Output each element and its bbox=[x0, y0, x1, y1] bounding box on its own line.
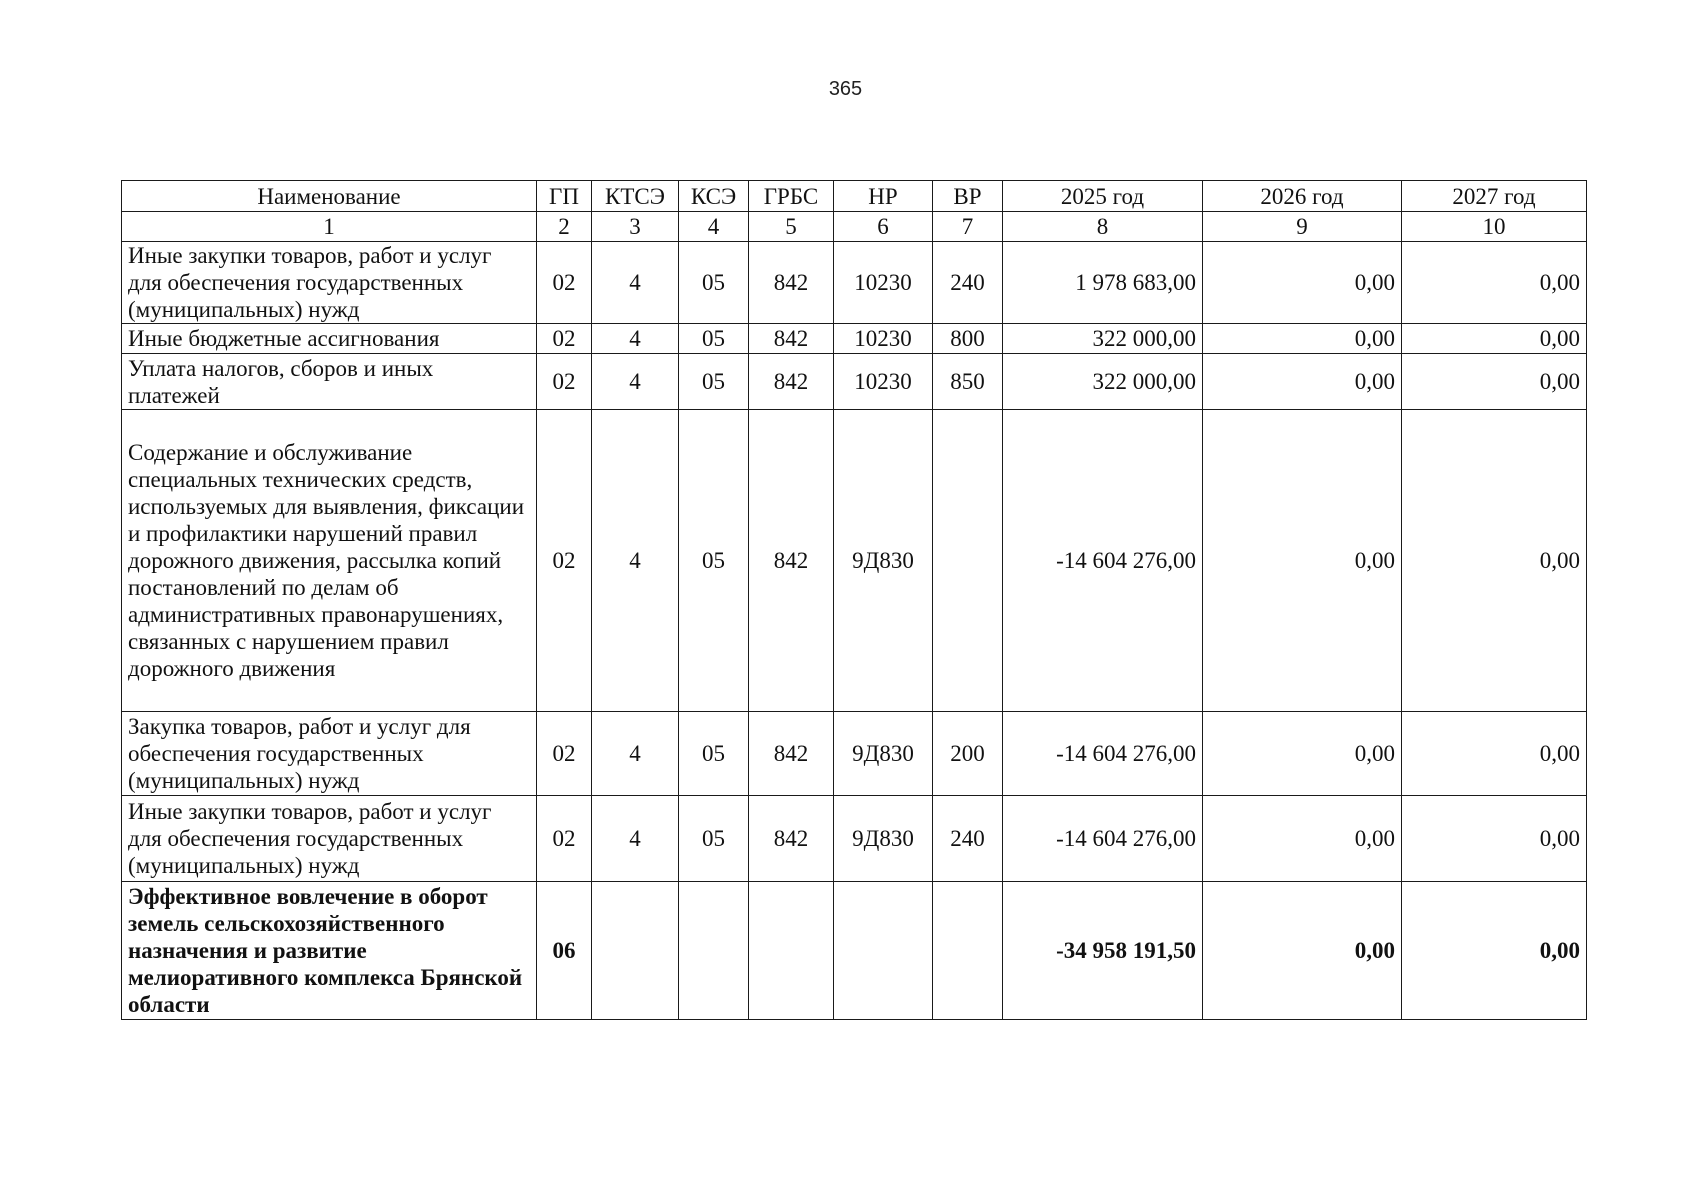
row-kse: 05 bbox=[679, 354, 749, 410]
row-gp: 02 bbox=[537, 354, 592, 410]
row-ktse: 4 bbox=[592, 410, 679, 712]
row-name: Содержание и обслуживание специальных технических средств, используемых для выявления, фиксации и профилактики нарушений правил дорожного движения, рассылка копий постановлений по делам об административных правонарушениях, связанных с нарушением правил дорожного движения bbox=[122, 410, 537, 712]
row-kse: 05 bbox=[679, 410, 749, 712]
row-name: Иные закупки товаров, работ и услуг для обеспечения государственных (муниципальных) нужд bbox=[122, 242, 537, 324]
row-name: Эффективное вовлечение в оборот земель сельскохозяйственного назначения и развитие мелиоративного комплекса Брянской области bbox=[122, 882, 537, 1020]
table-row-section-total bbox=[122, 882, 1587, 1020]
row-gp: 02 bbox=[537, 796, 592, 882]
row-name: Иные закупки товаров, работ и услуг для обеспечения государственных (муниципальных) нужд bbox=[122, 796, 537, 882]
table-row bbox=[122, 354, 1587, 410]
row-gp: 02 bbox=[537, 410, 592, 712]
header-vr: ВР bbox=[933, 181, 1003, 212]
row-grbs: 842 bbox=[749, 324, 834, 354]
row-ktse: 4 bbox=[592, 354, 679, 410]
table-row bbox=[122, 796, 1587, 882]
table-row bbox=[122, 324, 1587, 354]
row-name: Уплата налогов, сборов и иных платежей bbox=[122, 354, 537, 410]
row-nr: 9Д830 bbox=[834, 712, 933, 796]
row-grbs: 842 bbox=[749, 242, 834, 324]
row-kse: 05 bbox=[679, 242, 749, 324]
row-2026: 0,00 bbox=[1203, 354, 1402, 410]
row-ktse: 4 bbox=[592, 712, 679, 796]
header-nr: НР bbox=[834, 181, 933, 212]
page-number: 365 bbox=[828, 78, 863, 100]
row-nr bbox=[834, 882, 933, 1020]
header-2026: 2026 год bbox=[1203, 181, 1402, 212]
table-header-row bbox=[122, 181, 1587, 212]
header-2027: 2027 год bbox=[1402, 181, 1587, 212]
row-2027: 0,00 bbox=[1402, 796, 1587, 882]
row-kse: 05 bbox=[679, 324, 749, 354]
column-number: 3 bbox=[592, 212, 679, 242]
row-2025: -14 604 276,00 bbox=[1003, 712, 1203, 796]
row-gp: 02 bbox=[537, 242, 592, 324]
row-vr: 240 bbox=[933, 242, 1003, 324]
header-gp: ГП bbox=[537, 181, 592, 212]
row-vr: 850 bbox=[933, 354, 1003, 410]
row-2027: 0,00 bbox=[1402, 882, 1587, 1020]
row-kse: 05 bbox=[679, 796, 749, 882]
row-2027: 0,00 bbox=[1402, 242, 1587, 324]
column-number: 8 bbox=[1003, 212, 1203, 242]
table-row bbox=[122, 242, 1587, 324]
column-number: 9 bbox=[1203, 212, 1402, 242]
row-gp: 06 bbox=[537, 882, 592, 1020]
row-2027: 0,00 bbox=[1402, 712, 1587, 796]
row-grbs bbox=[749, 882, 834, 1020]
row-kse: 05 bbox=[679, 712, 749, 796]
budget-table bbox=[121, 180, 1587, 1020]
row-2026: 0,00 bbox=[1203, 242, 1402, 324]
row-kse bbox=[679, 882, 749, 1020]
row-name: Иные бюджетные ассигнования bbox=[122, 324, 537, 354]
row-2026: 0,00 bbox=[1203, 324, 1402, 354]
row-2025: 322 000,00 bbox=[1003, 354, 1203, 410]
column-number-row bbox=[122, 212, 1587, 242]
header-kse: КСЭ bbox=[679, 181, 749, 212]
column-number: 5 bbox=[749, 212, 834, 242]
row-2026: 0,00 bbox=[1203, 410, 1402, 712]
row-ktse: 4 bbox=[592, 324, 679, 354]
row-2025: 1 978 683,00 bbox=[1003, 242, 1203, 324]
row-ktse: 4 bbox=[592, 242, 679, 324]
row-grbs: 842 bbox=[749, 354, 834, 410]
row-gp: 02 bbox=[537, 324, 592, 354]
column-number: 10 bbox=[1402, 212, 1587, 242]
row-vr bbox=[933, 882, 1003, 1020]
row-2026: 0,00 bbox=[1203, 882, 1402, 1020]
row-vr bbox=[933, 410, 1003, 712]
row-grbs: 842 bbox=[749, 410, 834, 712]
row-vr: 800 bbox=[933, 324, 1003, 354]
column-number: 6 bbox=[834, 212, 933, 242]
header-name: Наименование bbox=[122, 181, 537, 212]
row-2026: 0,00 bbox=[1203, 712, 1402, 796]
column-number: 2 bbox=[537, 212, 592, 242]
row-2027: 0,00 bbox=[1402, 354, 1587, 410]
column-number: 7 bbox=[933, 212, 1003, 242]
row-vr: 240 bbox=[933, 796, 1003, 882]
header-2025: 2025 год bbox=[1003, 181, 1203, 212]
row-2027: 0,00 bbox=[1402, 410, 1587, 712]
table-row bbox=[122, 712, 1587, 796]
column-number: 1 bbox=[122, 212, 537, 242]
row-nr: 9Д830 bbox=[834, 796, 933, 882]
row-2025: -34 958 191,50 bbox=[1003, 882, 1203, 1020]
row-2027: 0,00 bbox=[1402, 324, 1587, 354]
row-name: Закупка товаров, работ и услуг для обеспечения государственных (муниципальных) нужд bbox=[122, 712, 537, 796]
row-vr: 200 bbox=[933, 712, 1003, 796]
row-ktse: 4 bbox=[592, 796, 679, 882]
row-grbs: 842 bbox=[749, 712, 834, 796]
row-nr: 10230 bbox=[834, 354, 933, 410]
row-nr: 10230 bbox=[834, 324, 933, 354]
header-ktse: КТСЭ bbox=[592, 181, 679, 212]
row-ktse bbox=[592, 882, 679, 1020]
header-grbs: ГРБС bbox=[749, 181, 834, 212]
row-2025: -14 604 276,00 bbox=[1003, 796, 1203, 882]
table-row bbox=[122, 410, 1587, 712]
row-grbs: 842 bbox=[749, 796, 834, 882]
row-nr: 10230 bbox=[834, 242, 933, 324]
column-number: 4 bbox=[679, 212, 749, 242]
row-2026: 0,00 bbox=[1203, 796, 1402, 882]
row-2025: 322 000,00 bbox=[1003, 324, 1203, 354]
row-gp: 02 bbox=[537, 712, 592, 796]
row-2025: -14 604 276,00 bbox=[1003, 410, 1203, 712]
row-nr: 9Д830 bbox=[834, 410, 933, 712]
